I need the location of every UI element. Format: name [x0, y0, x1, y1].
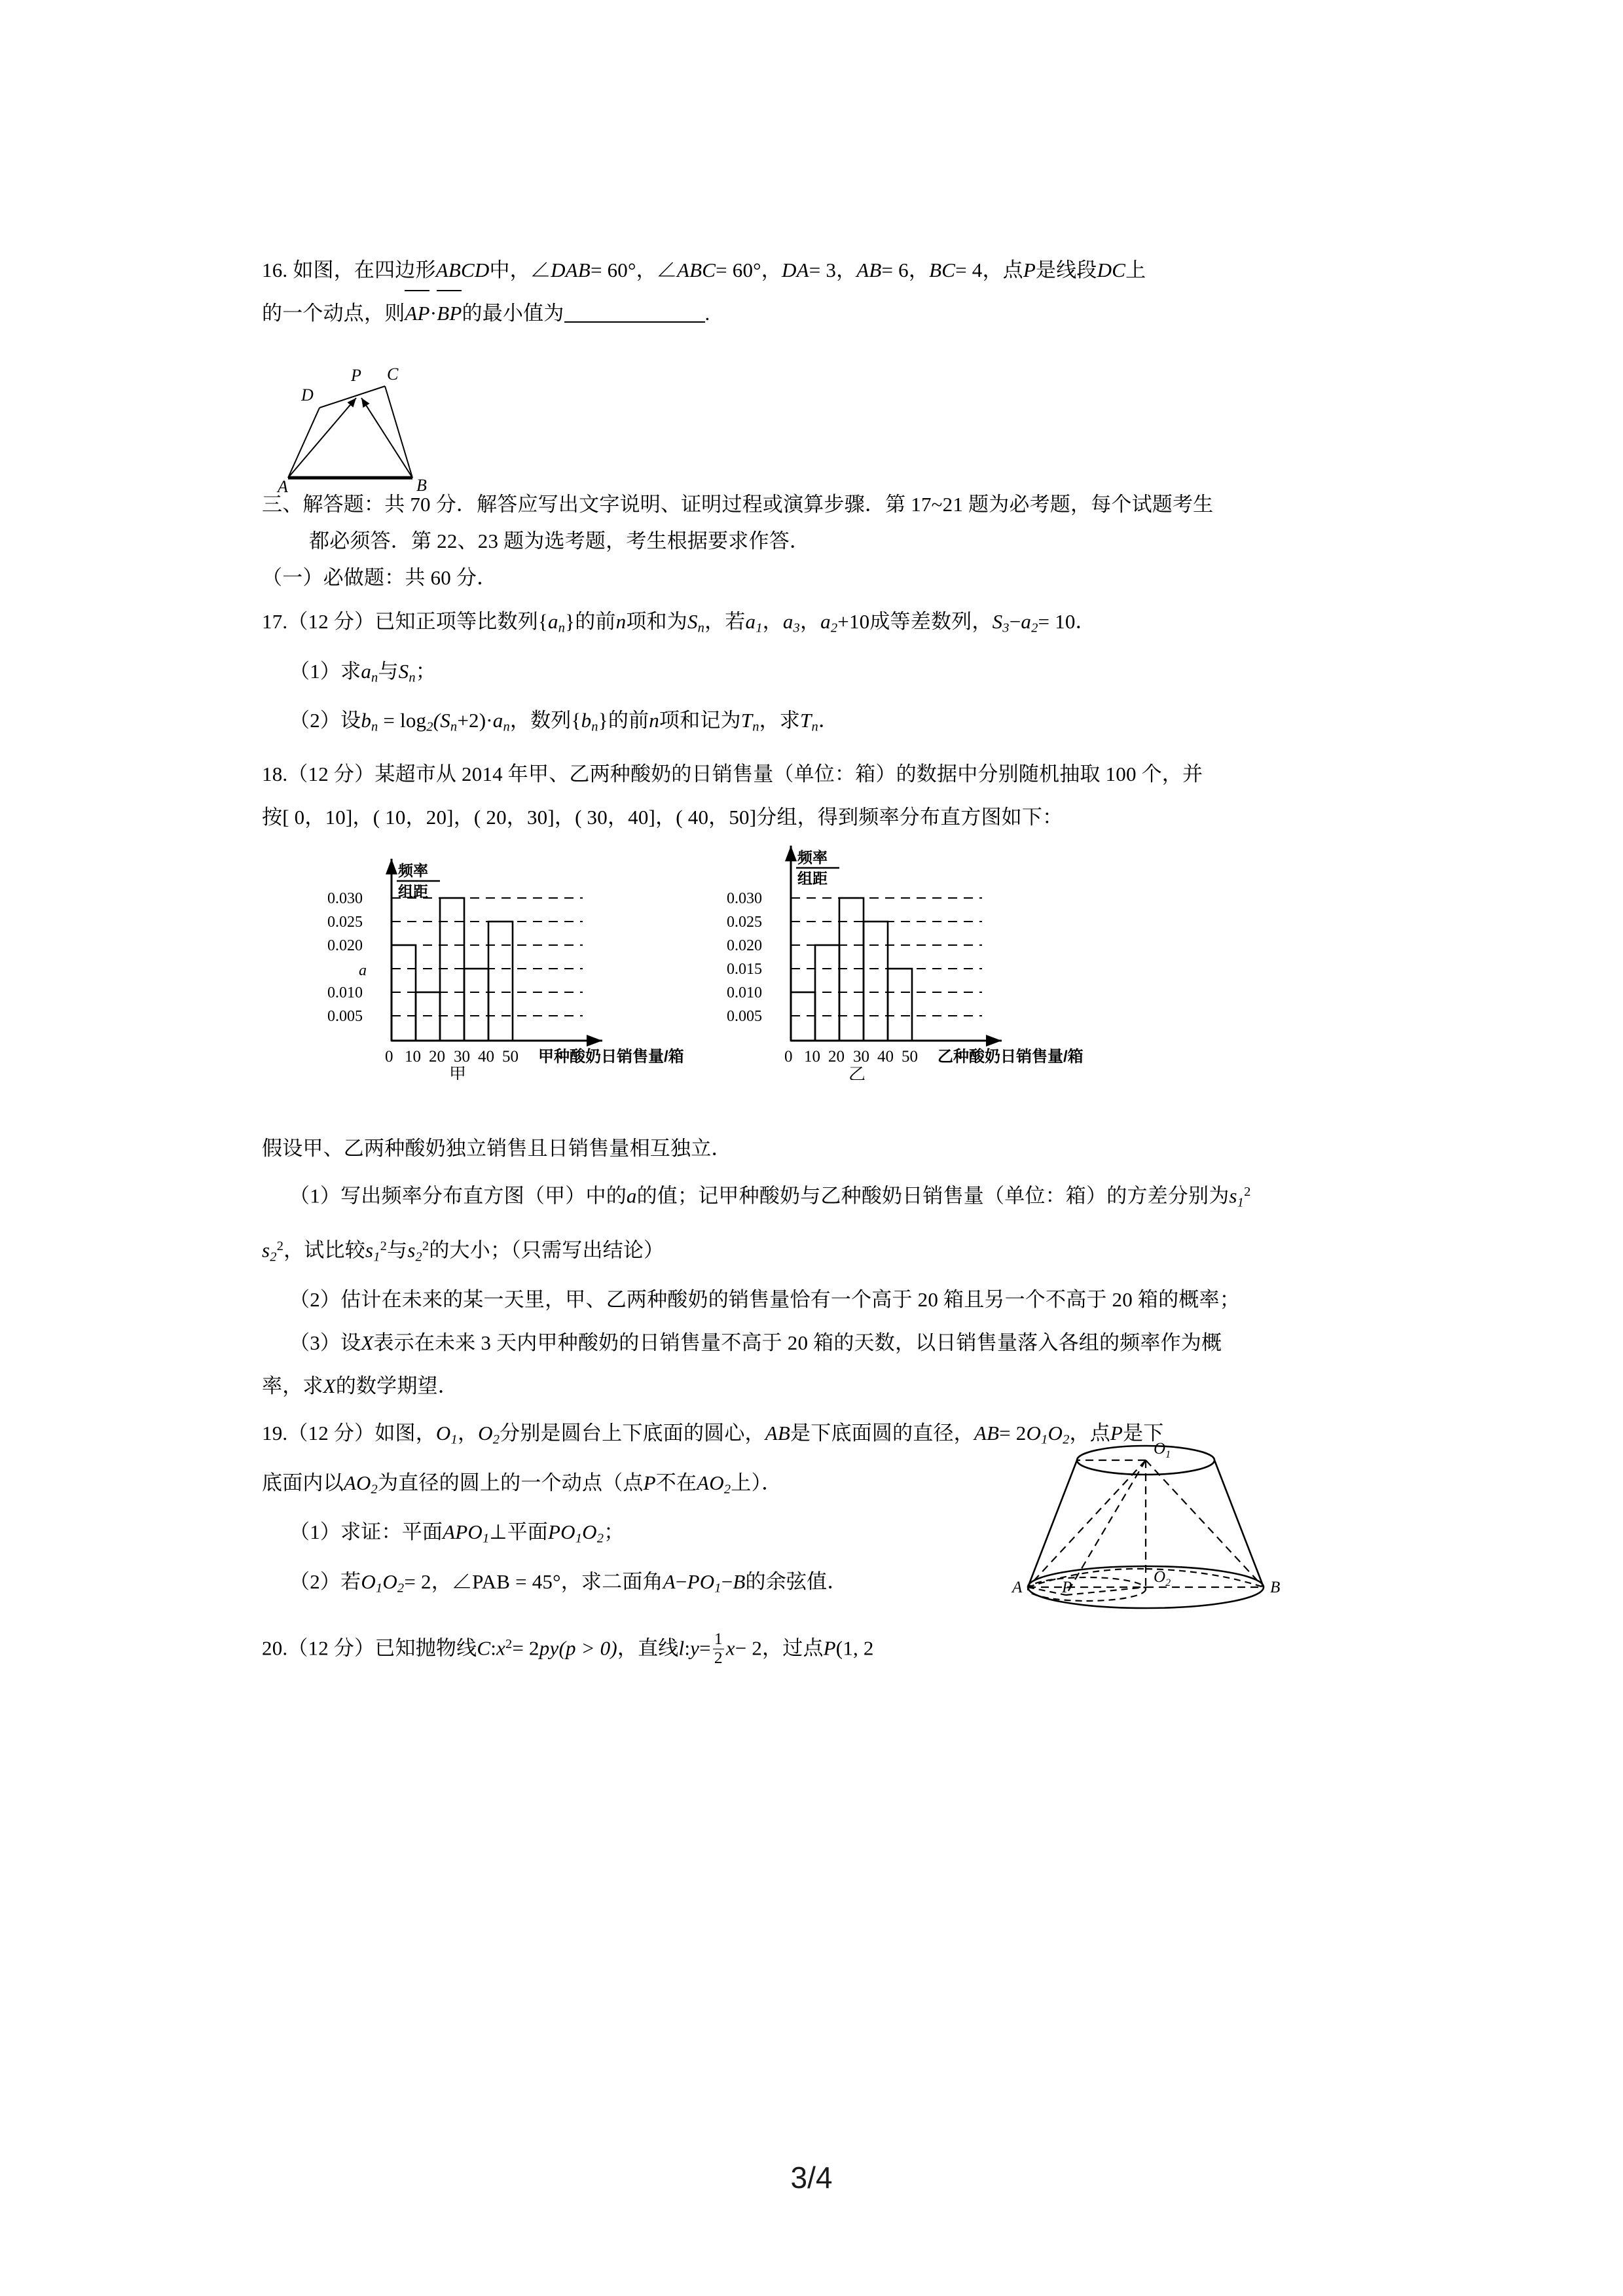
- histogram-yi-xtick-0: 0: [784, 1048, 793, 1066]
- q19-sub2-d: 的余弦值．: [745, 1570, 848, 1593]
- q19-dash-1: −: [675, 1570, 687, 1593]
- q19-l2d: 上）．: [731, 1471, 782, 1494]
- q16-dot-operator: ·: [429, 302, 437, 325]
- q19-dihedral-PO1: PO: [687, 1570, 715, 1593]
- q17-score: （12 分）: [287, 610, 375, 633]
- q16-vector-ap: AP: [405, 292, 429, 335]
- q19-AB2: AB: [974, 1421, 1000, 1444]
- histogram-yi-caption: 乙: [848, 1065, 866, 1080]
- q19-O1: O: [435, 1421, 451, 1444]
- q19-OO-sub2: 2: [1063, 1432, 1070, 1447]
- q19-sub2-O1: O: [361, 1570, 376, 1593]
- q17-S3: S: [992, 610, 1003, 633]
- question-18-part-1-cont: [262, 1225, 1375, 1278]
- histogram-jia-ytick-0020: 0.020: [327, 937, 363, 954]
- q20-cond: (p > 0): [558, 1636, 617, 1660]
- q17-sub2-c: ，数列: [509, 709, 572, 732]
- q19-sub2-O2: O: [382, 1570, 397, 1593]
- question-17-part-1: [262, 650, 1375, 700]
- q18-s1b: s: [365, 1238, 374, 1262]
- q17-text-6: ．: [1075, 610, 1096, 633]
- histogram-jia-xtick-30: 30: [454, 1048, 470, 1066]
- q19-PO1O2-sub1: 1: [575, 1532, 583, 1546]
- q17-sub1-S-sub: n: [409, 670, 416, 685]
- figure-19-label-O1: $O_1$: [1154, 1440, 1171, 1460]
- q17-sub2-d: 的前: [608, 709, 649, 732]
- q16-text-a: 如图，在四边形: [293, 259, 436, 281]
- q19-AO2-sub: 2: [371, 1482, 378, 1497]
- q20-frac-denominator: 2: [714, 1648, 723, 1667]
- q19-PO1O2-b: O: [582, 1520, 597, 1544]
- q18-sub1-a: （1）写出频率分布直方图（甲）中的: [289, 1184, 627, 1208]
- q17-sub1-end: ；: [415, 659, 436, 683]
- histogram-yi-ytick-0005: 0.005: [727, 1008, 762, 1025]
- q19-l2-AO2: AO: [697, 1471, 724, 1494]
- q18-s1-sup: 2: [1244, 1185, 1251, 1200]
- q17-sub2-an-sub: n: [503, 720, 510, 735]
- histogram-yi-xtick-40: 40: [877, 1048, 894, 1066]
- q17-a2b-sub: 2: [1031, 620, 1038, 636]
- q19-sub2-b: ，: [431, 1570, 452, 1593]
- q17-a1-sub: 1: [756, 620, 763, 636]
- histogram-jia-bar-30-40: [464, 969, 488, 1041]
- q16-line2-b: 的最小值为: [462, 302, 564, 325]
- q18-s2-sup: 2: [276, 1238, 284, 1253]
- figure-16-label-B: B: [416, 476, 427, 495]
- histogram-jia-xtick-40: 40: [478, 1048, 494, 1066]
- q20-minus2: − 2: [735, 1636, 763, 1660]
- q17-sub2-log-sub: 2: [426, 720, 433, 735]
- q19-dash-2: −: [721, 1570, 733, 1593]
- question-16-line-1: 16. 如图，在四边形ABCD中，∠DAB= 60°，∠ABC= 60°，DA= 3，AB= 6，BC= 4，点P是线段DC上: [262, 259, 1146, 281]
- histogram-yi-xtick-20: 20: [828, 1048, 845, 1066]
- q19-AB: AB: [765, 1421, 791, 1444]
- histogram-yi: [720, 818, 1165, 1083]
- q17-a2b: a: [1021, 610, 1032, 633]
- histogram-yi-xlabel: 乙种酸奶日销售量/箱: [938, 1048, 1084, 1066]
- q19-sub2-a: （2）若: [289, 1570, 361, 1593]
- q17-sub2-log: log: [400, 709, 427, 732]
- page-footer: 3/4: [790, 2161, 833, 2195]
- q19-score: （12 分）: [287, 1421, 375, 1444]
- q16-bc-value: = 4: [955, 259, 983, 281]
- q17-sub1-a: a: [361, 659, 372, 683]
- histogram-yi-ylabel-numerator: 频率: [797, 849, 828, 866]
- question-20-line-1: [262, 1614, 1375, 1679]
- q19-OO-sub1: 1: [1041, 1432, 1048, 1447]
- figure-18-histograms: [262, 818, 1375, 1106]
- section-3-line-1: 三、解答题：共 70 分．解答应写出文字说明、证明过程或演算步骤．第 17~21 题为必考题，每个试题考生: [262, 493, 1214, 516]
- q20-fraction-one-half: [713, 1630, 724, 1667]
- q19-t3: 分别是圆台上下底面的圆心，: [500, 1421, 765, 1444]
- q18-s2b-sub: 2: [415, 1249, 422, 1264]
- q19-sub2-O1-sub: 1: [375, 1581, 383, 1596]
- q20-t3: ，过点: [762, 1636, 824, 1660]
- q19-dihedral-PO1-sub: 1: [714, 1581, 721, 1596]
- question-17: [262, 600, 1375, 749]
- q16-ab: AB: [856, 259, 882, 281]
- histogram-jia-xtick-0: 0: [385, 1048, 393, 1066]
- histogram-jia-ytick-0010: 0.010: [327, 984, 363, 1001]
- q19-t2: ，: [457, 1421, 479, 1444]
- q17-sub1-a-sub: n: [371, 670, 378, 685]
- q16-angle-1-name: DAB: [551, 259, 591, 281]
- q20-C: C: [477, 1636, 491, 1660]
- q16-bc: BC: [929, 259, 956, 281]
- q19-dihedral-B: B: [733, 1570, 746, 1593]
- q18-sub1-b: 的值；记甲种酸奶与乙种酸奶日销售量（单位：箱）的方差分别为: [636, 1184, 1230, 1208]
- q18-s2b-sup: 2: [422, 1238, 429, 1253]
- q19-P: P: [1110, 1421, 1123, 1444]
- q17-plus10: +10: [837, 610, 870, 633]
- q19-l2-P: P: [643, 1471, 656, 1494]
- histogram-jia-ylabel-numerator: 频率: [398, 862, 428, 879]
- q18-text-line-1: 某超市从 2014 年甲、乙两种酸奶的日销售量（单位：箱）的数据中分别随机抽取 100 个，并: [374, 762, 1203, 786]
- q19-t7: 是下: [1123, 1421, 1164, 1444]
- q17-sub2-f: ，求: [759, 709, 801, 732]
- figure-16-label-C: C: [387, 365, 399, 384]
- q16-da: DA: [781, 259, 809, 281]
- q16-answer-blank[interactable]: [564, 321, 705, 323]
- q20-eq: =: [699, 1636, 711, 1660]
- question-17-line-1: 17.（12 分）已知正项等比数列$\{a_n\}$的前n项和为$S_n$，若$a_1$，$a_3$，$a_2+10$成等差数列，$S_3-a_2= 10$．: [262, 610, 1096, 636]
- q17-text-3: 项和为: [626, 610, 687, 633]
- q17-sub1-S: S: [398, 659, 409, 683]
- q18-sub3-b: 表示在未来 3 天内甲种酸奶的日销售量不高于 20 箱的天数，以日销售量落入各组的频率作为概: [373, 1331, 1222, 1354]
- q17-sub2-paren-sub: n: [450, 720, 458, 735]
- q18-sub3-X2: X: [323, 1374, 336, 1397]
- question-16: [262, 249, 1375, 335]
- histogram-yi-ytick-0020: 0.020: [727, 937, 762, 954]
- q17-sub2-dot: ·: [486, 709, 493, 732]
- histogram-jia-ylabel-denominator: 组距: [398, 883, 428, 900]
- q16-angle-2-symbol: ∠: [656, 259, 677, 281]
- q18-number: 18.: [262, 762, 288, 786]
- q17-sub2-bn-sub: n: [591, 720, 598, 735]
- q18-sub3-c: 率，求: [262, 1374, 323, 1397]
- question-18-line-1: [262, 753, 1375, 796]
- q17-text-5: 成等差数列，: [869, 610, 993, 633]
- q17-sub2-paren: (S: [433, 709, 450, 732]
- q16-text-b: 中，: [489, 259, 530, 281]
- q18-sub3-a: （3）设: [289, 1331, 361, 1354]
- q19-sub2-eq: = 2: [404, 1570, 431, 1593]
- q19-O2: O: [478, 1421, 493, 1444]
- q17-sub1-text: （1）求: [289, 659, 361, 683]
- q17-minus: −: [1009, 610, 1021, 633]
- q18-score: （12 分）: [287, 762, 375, 786]
- q20-l: l: [678, 1636, 685, 1660]
- section-3-line-3: （一）必做题：共 60 分．: [262, 566, 498, 589]
- q20-eq2py: = 2: [512, 1636, 539, 1660]
- q17-sub2-T: T: [740, 709, 753, 732]
- q17-sub2-b-sub: n: [371, 720, 378, 735]
- question-17-part-2: （2）设$b_n = \log_2(S_n+2)\cdot a_n$，数列$\{b_n\}$的前n项和记为$T_n$，求$T_n$．: [289, 709, 839, 735]
- q17-sub2-T-sub: n: [752, 720, 759, 735]
- q19-sub1-b: 平面: [507, 1520, 549, 1544]
- q17-sub2-n: n: [649, 709, 659, 732]
- figure-16-quadrilateral: [268, 360, 543, 497]
- q18-s2: s: [262, 1238, 270, 1262]
- q17-sub2-a: （2）设: [289, 709, 361, 732]
- q17-sub1-mid: 与: [378, 659, 399, 683]
- q20-score: （12 分）: [287, 1636, 375, 1660]
- histogram-yi-ytick-0015: 0.015: [727, 961, 762, 978]
- q18-sub1-e: 与: [387, 1238, 408, 1262]
- q19-t5: = 2: [999, 1421, 1027, 1444]
- histogram-jia-bar-40-50: [488, 922, 513, 1041]
- q16-number: 16.: [262, 259, 288, 281]
- q16-dc: DC: [1097, 259, 1126, 281]
- q18-s2b: s: [407, 1238, 416, 1262]
- q18-sub3-X: X: [361, 1331, 374, 1354]
- histogram-jia-ytick-a: a: [359, 962, 367, 979]
- q20-P: P: [823, 1636, 836, 1660]
- q17-eq10: = 10: [1038, 610, 1076, 633]
- section-3-line-2: 都必须答．第 22、23 题为选考题，考生根据要求作答．: [309, 529, 811, 552]
- q20-t1: 已知抛物线: [374, 1636, 477, 1660]
- section-3-heading: [262, 486, 1375, 596]
- histogram-yi-bar-40-50: [888, 969, 912, 1041]
- q19-APO1: APO: [443, 1520, 483, 1544]
- figure-19-label-A: A: [1012, 1579, 1023, 1596]
- q17-a3: a: [782, 610, 793, 633]
- q17-sub2-bn: b: [581, 709, 592, 732]
- q19-number: 19.: [262, 1421, 288, 1444]
- q20-y: y: [690, 1636, 700, 1660]
- q19-angle-pab: ∠PAB = 45°: [451, 1570, 561, 1593]
- q20-x-sup: 2: [505, 1636, 513, 1651]
- histogram-jia: [321, 818, 727, 1083]
- histogram-yi-ytick-0025: 0.025: [727, 914, 762, 931]
- q17-S-sub: n: [697, 620, 705, 636]
- histogram-yi-bar-30-40: [864, 922, 888, 1041]
- q19-t1: 如图，: [374, 1421, 436, 1444]
- q19-OO2: O: [1048, 1421, 1063, 1444]
- q19-l2b: 为直径的圆上的一个动点（点: [377, 1471, 644, 1494]
- q18-s1b-sub: 1: [373, 1249, 380, 1264]
- figure-19-label-B: B: [1270, 1579, 1281, 1596]
- q18-s1-sub: 1: [1237, 1195, 1245, 1210]
- histogram-jia-xtick-10: 10: [405, 1048, 421, 1066]
- q19-O2-sub: 2: [492, 1432, 500, 1447]
- histogram-jia-xtick-50: 50: [502, 1048, 519, 1066]
- q16-abcd: ABCD: [435, 259, 490, 281]
- q19-O1-sub: 1: [450, 1432, 458, 1447]
- q16-ab-value: = 6: [881, 259, 909, 281]
- q16-angle-1-symbol: ∠: [530, 259, 551, 281]
- q17-n: n: [615, 610, 627, 633]
- q16-angle-2-value: = 60°: [716, 259, 761, 281]
- q20-number: 20.: [262, 1636, 288, 1660]
- histogram-yi-xtick-30: 30: [853, 1048, 869, 1066]
- q18-sub1-d: ，试比较: [283, 1238, 365, 1262]
- q17-seq-a: a: [548, 610, 558, 633]
- q17-text-4: ，若: [704, 610, 746, 633]
- q17-sub2-an: a: [492, 709, 503, 732]
- q17-a2-sub: 2: [830, 620, 838, 636]
- q17-a1: a: [745, 610, 756, 633]
- histogram-yi-xtick-50: 50: [902, 1048, 918, 1066]
- q16-text-e: 上: [1125, 259, 1146, 281]
- q19-dihedral-A: A: [663, 1570, 676, 1593]
- q16-line2-a: 的一个动点，则: [262, 302, 405, 325]
- q19-l2-AO2-sub: 2: [723, 1482, 731, 1497]
- q19-OO: O: [1026, 1421, 1042, 1444]
- q17-S: S: [687, 610, 698, 633]
- q17-a3-sub: 3: [793, 620, 800, 636]
- q17-number: 17.: [262, 610, 288, 633]
- figure-19-label-O2: $O_2$: [1154, 1568, 1171, 1588]
- q20-colon: :: [490, 1636, 497, 1660]
- figure-16-label-A: A: [278, 477, 288, 496]
- q19-l2c: 不在: [655, 1471, 697, 1494]
- q17-seq-a-sub: n: [558, 620, 566, 636]
- q18-sub1-var: a: [626, 1184, 637, 1208]
- q19-PO1O2-sub2: 2: [596, 1532, 604, 1546]
- q19-t6: ，点: [1069, 1421, 1110, 1444]
- q19-PO1O2: PO: [548, 1520, 575, 1544]
- q20-x2: x: [725, 1636, 735, 1660]
- question-18-part-2: （2）估计在未来的某一天里，甲、乙两种酸奶的销售量恰有一个高于 20 箱且另一个不高于 20 箱的概率；: [289, 1287, 1240, 1311]
- histogram-jia-ytick-0025: 0.025: [327, 914, 363, 931]
- q16-vector-bp: BP: [437, 292, 462, 335]
- q17-sub2-T2: T: [800, 709, 812, 732]
- q18-s1: s: [1229, 1184, 1237, 1208]
- histogram-yi-ytick-0010: 0.010: [727, 984, 762, 1001]
- question-18-part-3-cont: [262, 1365, 1375, 1408]
- q17-sub2-T2-sub: n: [811, 720, 818, 735]
- histogram-yi-ytick-0030: 0.030: [727, 890, 762, 907]
- figure-16-label-D: D: [301, 386, 314, 404]
- histogram-jia-ytick-0005: 0.005: [327, 1008, 363, 1025]
- question-18-line-2: 按[ 0，10]，( 10，20]，( 20，30]，( 30，40]，( 40，50]分组，得到频率分布直方图如下：: [262, 806, 1063, 829]
- q19-sub2-c: ，求二面角: [560, 1570, 663, 1593]
- q19-sub1-c: ；: [604, 1520, 625, 1544]
- q19-l2a: 底面内以: [262, 1471, 344, 1494]
- histogram-yi-xtick-10: 10: [804, 1048, 820, 1066]
- q19-sub1-a: （1）求证：平面: [289, 1520, 443, 1544]
- q17-sub2-paren-end: +2): [457, 709, 486, 732]
- q19-sub2-O2-sub: 2: [397, 1581, 405, 1596]
- q18-assumption: 假设甲、乙两种酸奶独立销售且日销售量相互独立．: [262, 1137, 732, 1160]
- q17-a2: a: [820, 610, 831, 633]
- q17-text-2: 的前: [575, 610, 616, 633]
- q16-point-p: P: [1023, 259, 1036, 281]
- q19-APO1-sub: 1: [482, 1532, 490, 1546]
- q20-coords: (1, 2: [835, 1636, 874, 1660]
- histogram-yi-ylabel-denominator: 组距: [797, 870, 828, 887]
- q17-text-1: 已知正项等比数列: [374, 610, 538, 633]
- q17-sub2-g: ．: [818, 709, 839, 732]
- question-16-line-2: [262, 292, 1375, 335]
- figure-16-label-P: P: [351, 366, 361, 385]
- q16-line2-c: .: [704, 302, 710, 325]
- q19-perp-symbol: ⊥: [489, 1520, 507, 1544]
- q16-da-value: = 3: [809, 259, 837, 281]
- question-20: [262, 1614, 1375, 1679]
- q18-sub1-f: 的大小；（只需写出结论）: [429, 1238, 665, 1262]
- histogram-jia-xlabel: 甲种酸奶日销售量/箱: [538, 1048, 684, 1066]
- q20-frac-numerator: 1: [714, 1630, 723, 1649]
- q20-py: py: [539, 1636, 559, 1660]
- q20-x: x: [496, 1636, 505, 1660]
- q17-sub2-b: b: [361, 709, 372, 732]
- q18-sub3-d: 的数学期望．: [335, 1374, 458, 1397]
- question-18-part-1: [262, 1170, 1375, 1224]
- histogram-jia-caption: 甲: [449, 1065, 467, 1080]
- question-18-part-3: [262, 1321, 1375, 1365]
- q17-sub2-e: 项和记为: [659, 709, 741, 732]
- figure-19-frustum: [962, 1430, 1329, 1620]
- q20-t2: ，直线: [617, 1636, 679, 1660]
- figure-19-label-P: P: [1062, 1579, 1072, 1596]
- histogram-jia-xtick-20: 20: [429, 1048, 445, 1066]
- histogram-jia-ytick-0030: 0.030: [327, 890, 363, 907]
- q18-s2-sub: 2: [270, 1249, 277, 1264]
- q16-text-c: ，点: [982, 259, 1023, 281]
- q16-text-d: 是线段: [1036, 259, 1097, 281]
- q19-AO2: AO: [343, 1471, 371, 1494]
- q18-s1b-sup: 2: [380, 1238, 388, 1253]
- q17-S3-sub: 3: [1002, 620, 1010, 636]
- q16-angle-1-value: = 60°: [590, 259, 636, 281]
- q20-colon2: :: [684, 1636, 691, 1660]
- q16-angle-2-name: ABC: [676, 259, 716, 281]
- q19-t4: 是下底面圆的直径，: [790, 1421, 974, 1444]
